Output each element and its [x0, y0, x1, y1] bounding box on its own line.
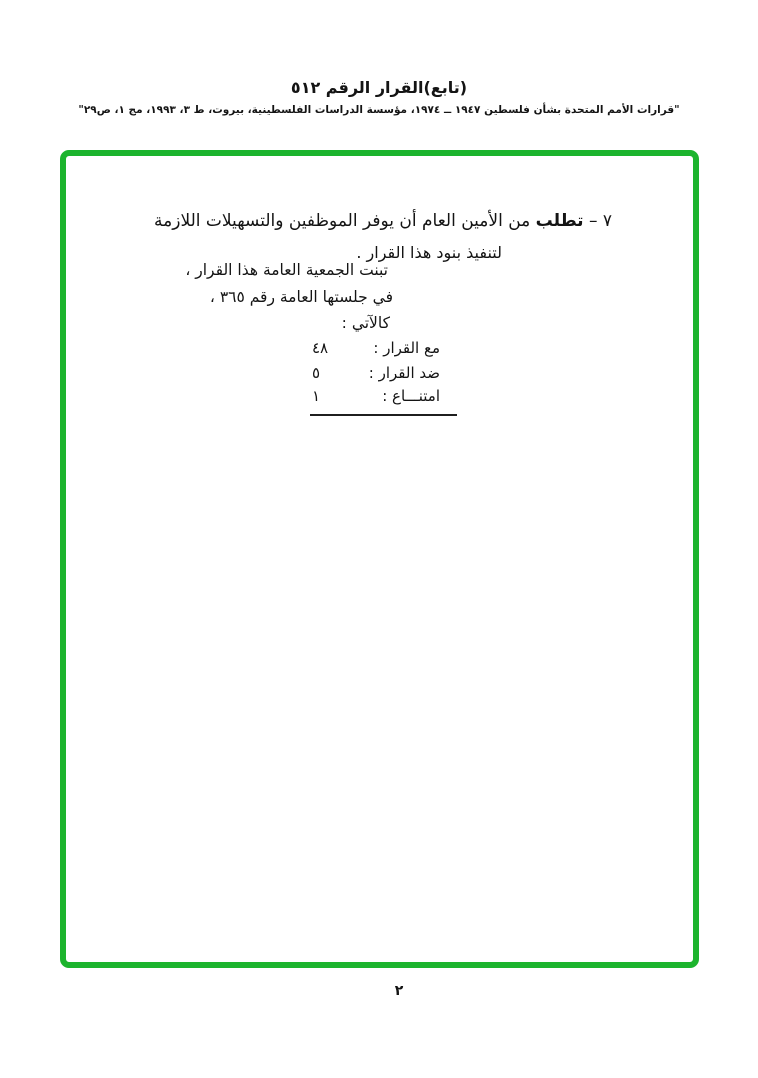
clause-number: ٧ –: [583, 211, 612, 231]
adoption-line-2: في جلستها العامة رقم ٣٦٥ ،: [209, 288, 393, 306]
clause-verb-bold: تطلب: [535, 211, 584, 231]
clause-line: [154, 211, 612, 232]
vote-value: ١: [312, 387, 321, 405]
adoption-line-1: تبنت الجمعية العامة هذا القرار ،: [185, 261, 388, 279]
vote-value: ٥: [312, 364, 321, 382]
vote-row-abstain: [312, 387, 440, 405]
vote-label: ضد القرار :: [368, 364, 440, 382]
vote-row-for: [312, 339, 440, 357]
adoption-line-3: كالآتي :: [341, 314, 390, 332]
vote-label: مع القرار :: [373, 339, 440, 357]
vote-row-against: [312, 364, 440, 382]
results-divider: [310, 414, 457, 416]
vote-value: ٤٨: [312, 339, 329, 357]
clause-text: من الأمين العام أن يوفر الموظفين والتسهيلات اللازمة: [154, 211, 536, 231]
vote-label: امتنـــاع :: [382, 387, 440, 405]
document-title: (تابع)القرار الرقم ٥١٢: [290, 78, 468, 97]
source-citation: "قرارات الأمم المتحدة بشأن فلسطين ١٩٤٧ ــ ١٩٧٤، مؤسسة الدراسات الفلسطينية، بيروت، ط ٣، ١٩٩٣، مج ١، ص٢٩": [78, 104, 680, 116]
clause-continuation: لتنفيذ بنود هذا القرار .: [356, 243, 502, 262]
page-number: ٢: [394, 983, 404, 999]
